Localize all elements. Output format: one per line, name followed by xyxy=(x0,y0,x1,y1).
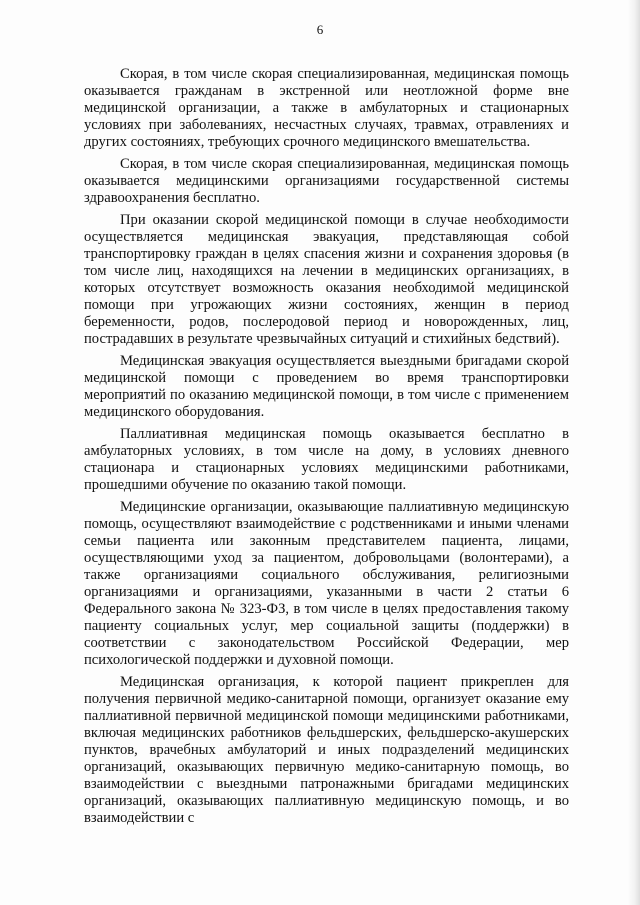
paragraph-primary-palliative: Медицинская организация, к которой пациент прикреплен для получения первичной медико-санитарной помощи, организует оказание ему паллиативной первичной медицинской помощи медицинскими работниками, включая медицинских работников фельдшерских, фельдшерско-акушерских пунктов, врачебных амбулаторий и иных подразделений медицинских организаций, оказывающих первичную медико-санитарную помощь, во взаимодействии с выездными патронажными бригадами медицинских организаций, оказывающих паллиативную медицинскую помощь, и во взаимодействии с xyxy=(84,674,569,826)
document-body xyxy=(84,66,569,827)
paragraph-medical-evacuation: При оказании скорой медицинской помощи в случае необходимости осуществляется медицинская эвакуация, представляющая собой транспортировку граждан в целях спасения жизни и сохранения здоровья (в том числе лиц, находящихся на лечении в медицинских организациях, в которых отсутствует возможность оказания необходимой медицинской помощи при угрожающих жизни состояниях, женщин в период беременности, родов, послеродовой период и новорожденных, лиц, пострадавших в результате чрезвычайных ситуаций и стихийных бедствий). xyxy=(84,212,569,347)
paragraph-evacuation-teams: Медицинская эвакуация осуществляется выездными бригадами скорой медицинской помощи с проведением во время транспортировки мероприятий по оказанию медицинской помощи, в том числе с применением медицинского оборудования. xyxy=(84,353,569,420)
paragraph-ambulance-free: Скорая, в том числе скорая специализированная, медицинская помощь оказывается медицинскими организациями государственной системы здравоохранения бесплатно. xyxy=(84,156,569,206)
paragraph-palliative-organizations: Медицинские организации, оказывающие паллиативную медицинскую помощь, осуществляют взаимодействие с родственниками и иными членами семьи пациента или законным представителем пациента, лицами, осуществляющими уход за пациентом, добровольцами (волонтерами), а также организациями социального обслуживания, религиозными организациями и организациями, указанными в части 2 статьи 6 Федерального закона № 323-ФЗ, в том числе в целях предоставления такому пациенту социальных услуг, мер социальной защиты (поддержки) в соответствии с законодательством Российской Федерации, мер психологической поддержки и духовной помощи. xyxy=(84,499,569,668)
page-edge-shadow xyxy=(628,0,640,905)
paragraph-ambulance-emergency: Скорая, в том числе скорая специализированная, медицинская помощь оказывается гражданам в экстренной или неотложной форме вне медицинской организации, а также в амбулаторных и стационарных условиях при заболеваниях, несчастных случаях, травмах, отравлениях и других состояниях, требующих срочного медицинского вмешательства. xyxy=(84,66,569,150)
paragraph-palliative-care: Паллиативная медицинская помощь оказывается бесплатно в амбулаторных условиях, в том числе на дому, в условиях дневного стационара и стационарных условиях медицинскими работниками, прошедшими обучение по оказанию такой помощи. xyxy=(84,426,569,493)
page-number: 6 xyxy=(316,22,324,37)
